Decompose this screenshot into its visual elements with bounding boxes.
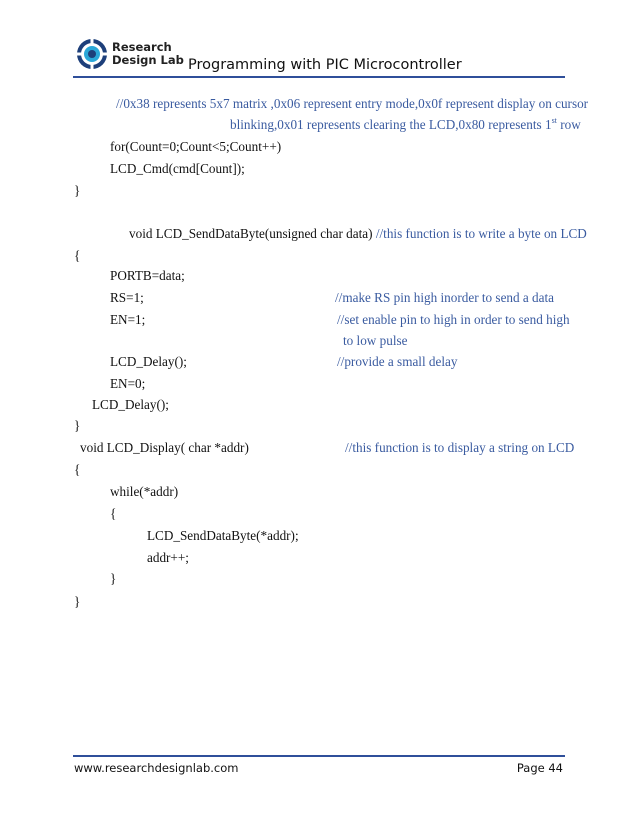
code-line-4: LCD_Cmd(cmd[Count]);	[110, 161, 245, 176]
logo-icon	[76, 38, 108, 70]
code-line-6-comment: //this function is to write a byte on LCD	[372, 226, 587, 241]
code-line-6	[129, 226, 587, 242]
code-line-12: LCD_Delay();	[110, 354, 187, 369]
header-rule	[73, 76, 565, 78]
code-line-17: {	[74, 462, 81, 477]
code-line-9: RS=1;	[110, 290, 144, 305]
code-line-2-tail: row	[556, 117, 581, 132]
code-line-15: }	[74, 418, 81, 433]
logo-line-2: Design Lab	[112, 53, 184, 67]
footer-page-number: Page 44	[516, 761, 563, 775]
code-line-2	[230, 117, 581, 133]
code-line-1: //0x38 represents 5x7 matrix ,0x06 represent entry mode,0x0f represent display on cursor	[116, 96, 589, 111]
code-line-11-comment: to low pulse	[343, 333, 408, 348]
code-line-22: }	[110, 571, 117, 586]
code-line-5: }	[74, 183, 81, 198]
code-line-7: {	[74, 248, 81, 263]
code-line-16-comment: //this function is to display a string on LCD	[345, 440, 575, 455]
page-header-title: Programming with PIC Microcontroller	[188, 57, 462, 73]
code-line-21: addr++;	[147, 550, 189, 565]
code-line-2-text: blinking,0x01 represents clearing the LCD,0x80 represents 1	[230, 117, 552, 132]
code-line-13: EN=0;	[110, 376, 146, 391]
code-line-12-comment: //provide a small delay	[337, 354, 458, 369]
logo-line-1: Research	[112, 40, 172, 54]
code-line-14: LCD_Delay();	[92, 397, 169, 412]
footer-rule	[73, 755, 565, 757]
code-line-18: while(*addr)	[110, 484, 179, 499]
code-line-19: {	[110, 506, 117, 521]
code-line-20: LCD_SendDataByte(*addr);	[147, 528, 299, 543]
code-line-9-comment: //make RS pin high inorder to send a data	[335, 290, 555, 305]
code-line-23: }	[74, 594, 81, 609]
code-line-10: EN=1;	[110, 312, 146, 327]
code-line-3: for(Count=0;Count<5;Count++)	[110, 139, 282, 154]
code-line-8: PORTB=data;	[110, 268, 185, 283]
code-line-10-comment: //set enable pin to high in order to send high	[337, 312, 570, 327]
footer-url: www.researchdesignlab.com	[74, 761, 239, 775]
code-line-6-code: void LCD_SendDataByte(unsigned char data)	[129, 226, 373, 241]
code-line-16: void LCD_Display( char *addr)	[80, 440, 249, 455]
code-line-2-sup: st	[551, 116, 557, 125]
